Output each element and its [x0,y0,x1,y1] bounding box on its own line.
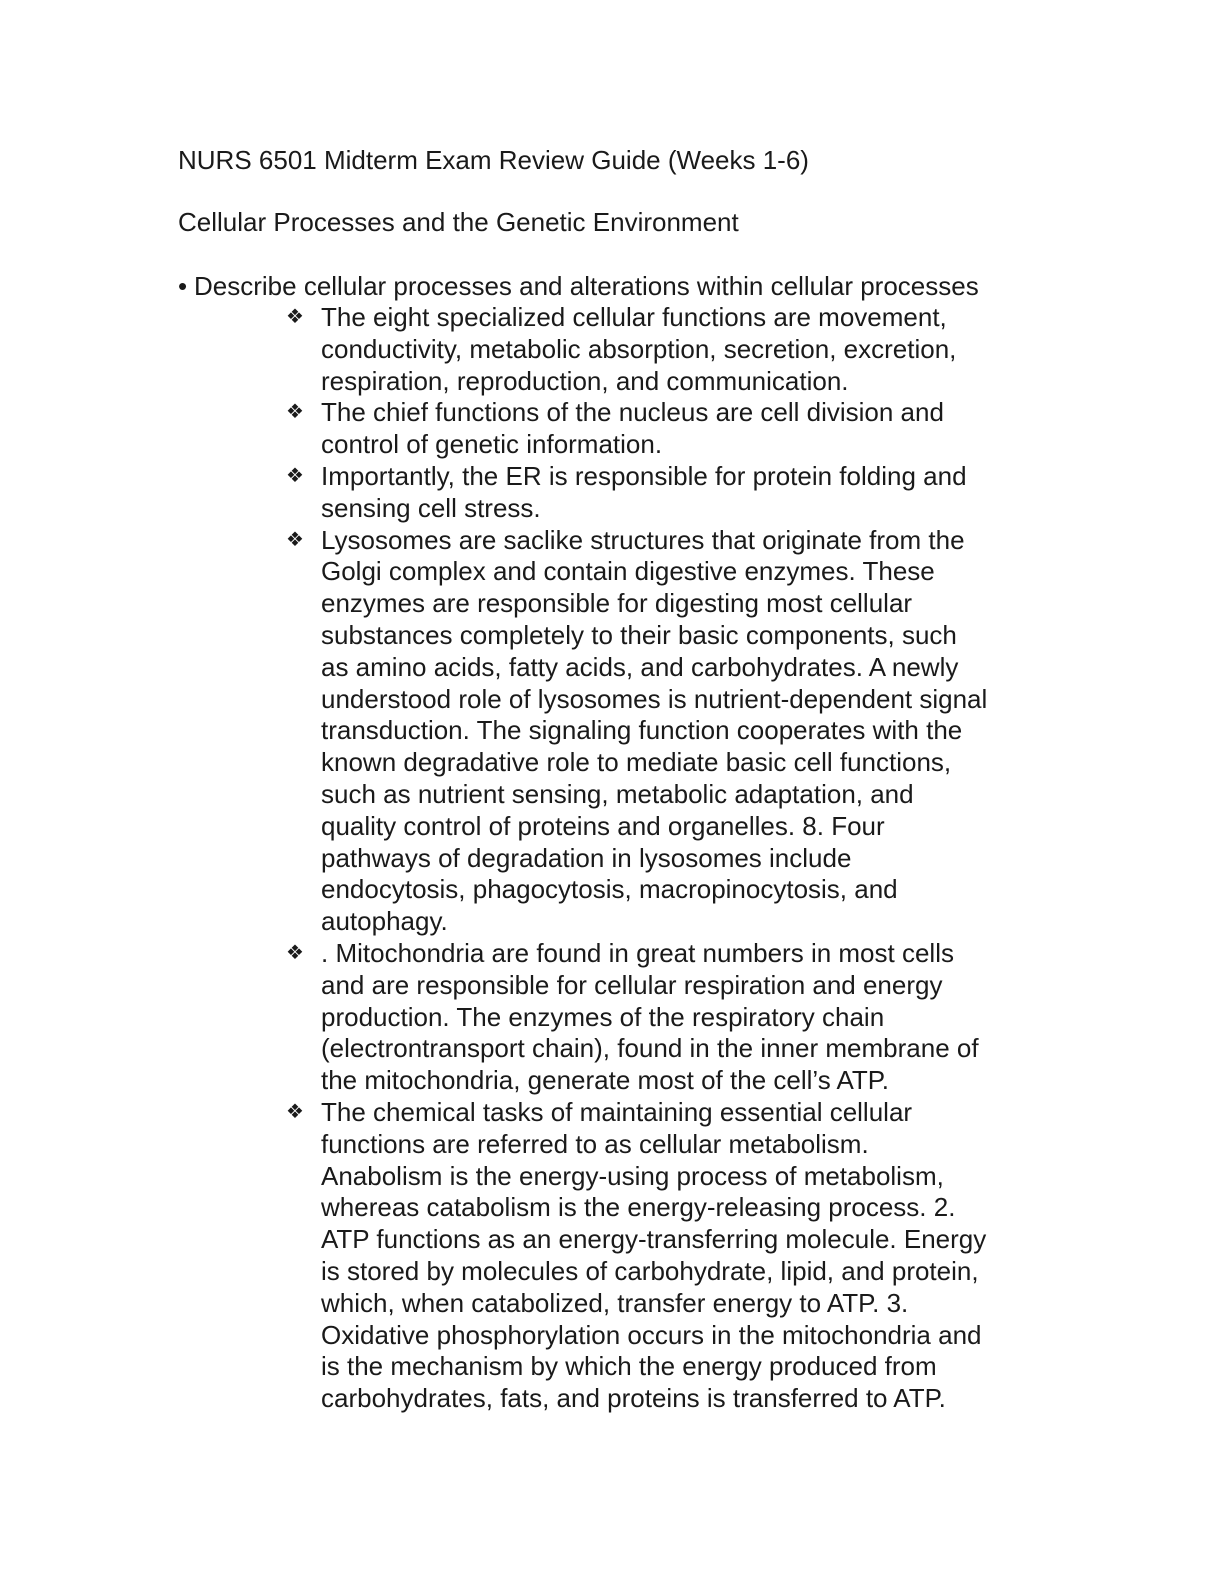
sub-bullet-line: is stored by molecules of carbohydrate, lipid, and protein, [321,1255,979,1286]
section-heading: Cellular Processes and the Genetic Environment [178,207,739,237]
sub-bullet-line: transduction. The signaling function cooperates with the [321,715,963,746]
sub-bullet-line: conductivity, metabolic absorption, secretion, excretion, [321,333,957,364]
sub-bullet-line: substances completely to their basic components, such [321,619,957,650]
sub-bullet-line: the mitochondria, generate most of the cell’s ATP. [321,1065,889,1096]
sub-bullet-line: The chemical tasks of maintaining essential cellular [321,1096,913,1127]
sub-bullet-line: understood role of lysosomes is nutrient-dependent signal [321,683,988,714]
sub-bullet-line: which, when catabolized, transfer energy to ATP. 3. [321,1287,909,1318]
diamond-bullet-icon: ❖ [286,941,304,964]
sub-bullet-item [286,938,1046,1097]
sub-bullet-line: quality control of proteins and organelles. 8. Four [321,810,885,841]
sub-bullet-line: Lysosomes are saclike structures that originate from the [321,524,965,555]
sub-bullet-line: enzymes are responsible for digesting most cellular [321,588,913,619]
sub-bullet-line: whereas catabolism is the energy-releasing process. 2. [321,1192,956,1223]
sub-bullet-line: Golgi complex and contain digestive enzymes. These [321,556,935,587]
sub-bullet-list [286,302,1046,1415]
sub-bullet-line: sensing cell stress. [321,492,541,523]
sub-bullet-line: as amino acids, fatty acids, and carbohydrates. A newly [321,651,959,682]
sub-bullet-line: endocytosis, phagocytosis, macropinocytosis, and [321,874,898,905]
sub-bullet-line: Anabolism is the energy-using process of metabolism, [321,1160,944,1191]
sub-bullet-line: The chief functions of the nucleus are cell division and [321,397,944,428]
sub-bullet-line: Importantly, the ER is responsible for protein folding and [321,460,967,491]
diamond-bullet-icon: ❖ [286,1100,304,1123]
top-bullet-text: Describe cellular processes and alterations within cellular processes [194,271,979,301]
sub-bullet-item [286,1097,1046,1415]
sub-bullet-line: is the mechanism by which the energy produced from [321,1351,937,1382]
sub-bullet-item [286,461,1046,525]
sub-bullet-line: respiration, reproduction, and communication. [321,365,849,396]
sub-bullet-line: control of genetic information. [321,429,663,460]
sub-bullet-line: The eight specialized cellular functions are movement, [321,302,947,332]
sub-bullet-line: (electrontransport chain), found in the inner membrane of [321,1033,979,1064]
sub-bullet-line: and are responsible for cellular respiration and energy [321,969,943,1000]
sub-bullet-line: such as nutrient sensing, metabolic adaptation, and [321,778,914,809]
sub-bullet-line: pathways of degradation in lysosomes include [321,842,852,873]
diamond-bullet-icon: ❖ [286,401,304,424]
sub-bullet-line: production. The enzymes of the respiratory chain [321,1001,885,1032]
sub-bullet-line: known degradative role to mediate basic cell functions, [321,747,952,778]
sub-bullet-line: functions are referred to as cellular metabolism. [321,1128,869,1159]
sub-bullet-line: Oxidative phosphorylation occurs in the mitochondria and [321,1319,982,1350]
bullet-dot-icon: • [178,271,188,301]
diamond-bullet-icon: ❖ [286,306,304,328]
diamond-bullet-icon: ❖ [286,464,304,487]
sub-bullet-line: carbohydrates, fats, and proteins is transferred to ATP. [321,1383,946,1414]
sub-bullet-item [286,397,1046,461]
diamond-bullet-icon: ❖ [286,528,304,551]
sub-bullet-line: . Mitochondria are found in great numbers in most cells [321,937,954,968]
document-title: NURS 6501 Midterm Exam Review Guide (Weeks 1-6) [178,145,809,175]
sub-bullet-line: ATP functions as an energy-transferring molecule. Energy [321,1224,987,1255]
sub-bullet-item [286,302,1046,397]
top-level-bullet [178,270,979,302]
sub-bullet-line: autophagy. [321,906,448,937]
sub-bullet-item [286,525,1046,938]
